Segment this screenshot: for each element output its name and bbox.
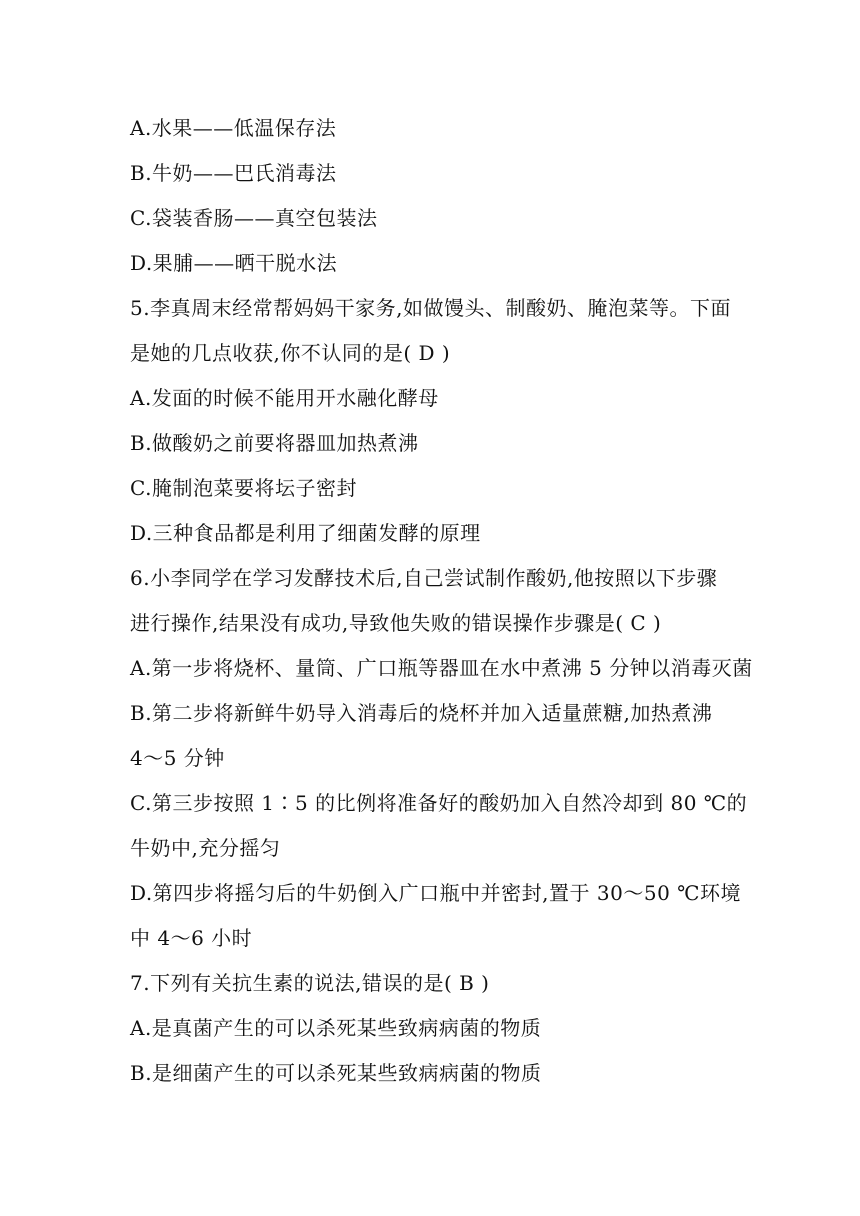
- question-7-option-a: A.是真菌产生的可以杀死某些致病病菌的物质: [130, 1016, 542, 1040]
- question-6-option-d-line-1: D.第四步将摇匀后的牛奶倒入广口瓶中并密封,置于 30～50 ℃环境: [130, 881, 742, 905]
- question-5-stem-line-2: 是她的几点收获,你不认同的是( D ): [130, 341, 451, 365]
- option-d-dried-fruit: D.果脯——晒干脱水法: [130, 251, 338, 275]
- question-6-option-c-line-2: 牛奶中,充分摇匀: [130, 836, 281, 860]
- question-5-option-b: B.做酸奶之前要将器皿加热煮沸: [130, 431, 419, 455]
- question-5-option-a: A.发面的时候不能用开水融化酵母: [130, 386, 439, 410]
- question-6-option-d-line-2: 中 4～6 小时: [130, 926, 253, 950]
- question-6-option-b-line-2: 4～5 分钟: [130, 746, 225, 770]
- question-5-option-c: C.腌制泡菜要将坛子密封: [130, 476, 357, 500]
- option-c-sausage: C.袋装香肠——真空包装法: [130, 206, 378, 230]
- option-b-milk: B.牛奶——巴氏消毒法: [130, 161, 337, 185]
- option-a-fruit: A.水果——低温保存法: [130, 116, 337, 140]
- question-5-stem-line-1: 5.李真周末经常帮妈妈干家务,如做馒头、制酸奶、腌泡菜等。下面: [130, 296, 731, 320]
- question-6-option-b-line-1: B.第二步将新鲜牛奶导入消毒后的烧杯并加入适量蔗糖,加热煮沸: [130, 701, 713, 725]
- question-7-option-b: B.是细菌产生的可以杀死某些致病病菌的物质: [130, 1061, 542, 1085]
- question-7-stem: 7.下列有关抗生素的说法,错误的是( B ): [130, 971, 490, 995]
- question-6-option-a: A.第一步将烧杯、量筒、广口瓶等器皿在水中煮沸 5 分钟以消毒灭菌: [130, 656, 753, 680]
- question-6-option-c-line-1: C.第三步按照 1∶5 的比例将准备好的酸奶加入自然冷却到 80 ℃的: [130, 791, 748, 815]
- question-6-stem-line-1: 6.小李同学在学习发酵技术后,自己尝试制作酸奶,他按照以下步骤: [130, 566, 718, 590]
- question-5-option-d: D.三种食品都是利用了细菌发酵的原理: [130, 521, 481, 545]
- question-6-stem-line-2: 进行操作,结果没有成功,导致他失败的错误操作步骤是( C ): [130, 611, 662, 635]
